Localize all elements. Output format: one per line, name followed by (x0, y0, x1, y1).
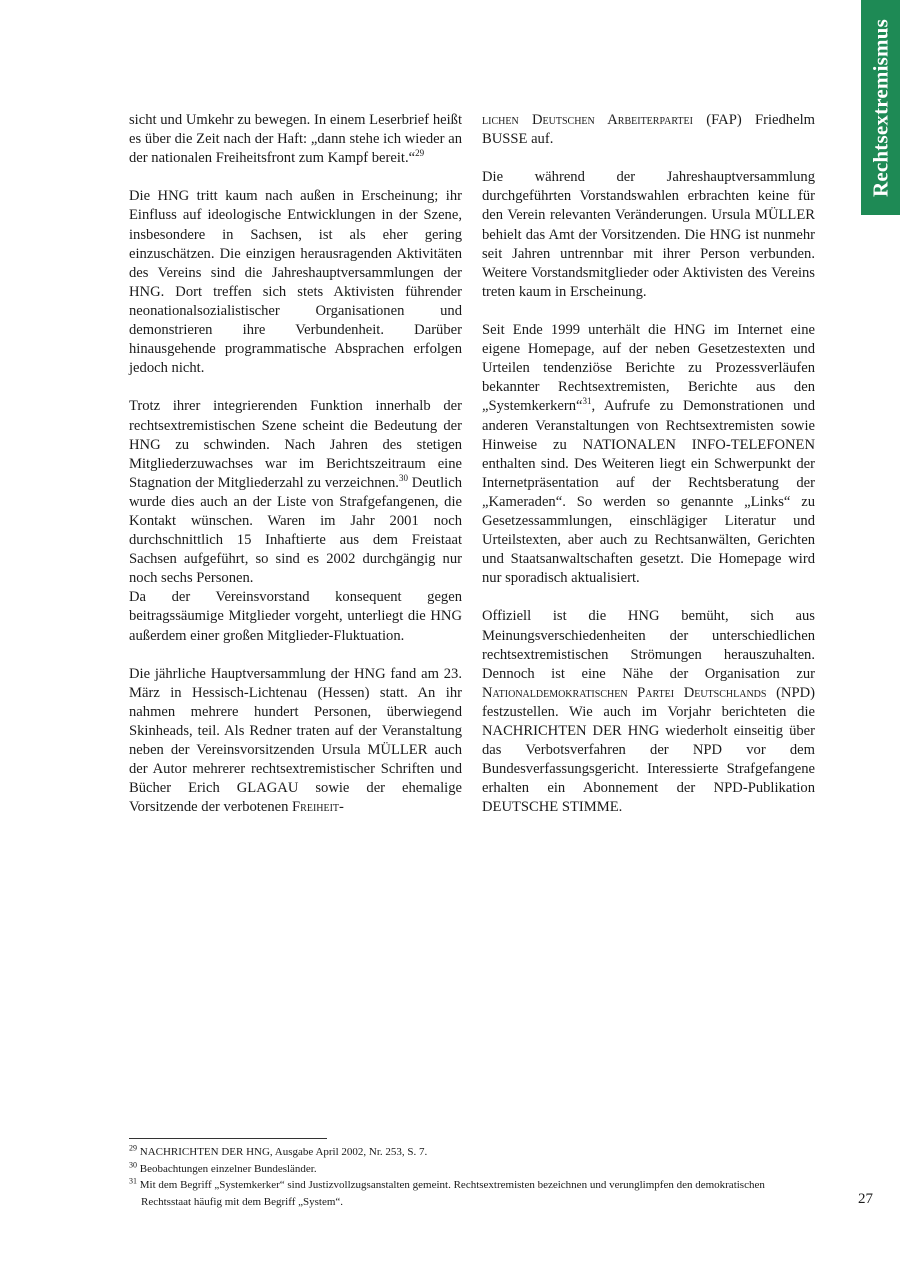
footnotes (129, 1144, 815, 1210)
paragraph: Trotz ihrer integrierenden Funktion innerhalb der rechtsextremistischen Szene scheint die Bedeutung der HNG zu schwinden. Nach Jahren des stetigen Mitgliederzuwachses war im Berichtszeitraum eine Stagnation der Mitgliederzahl zu verzeichnen.$^{30}$ Deutlich wurde dies auch an der Liste von Strafgefangenen, die Kontakt wünschen. Waren im Jahr 2001 noch durchschnittlich 15 Inhaftierte aus dem Freistaat Sachsen aufgeführt, so sind es 2002 durchgängig nur noch sechs Personen. (129, 398, 462, 587)
footnote-number: 31 (129, 1176, 137, 1186)
footnote: $^{30}$ Beobachtungen einzelner Bundesländer. (129, 1159, 317, 1175)
footnote-ref[interactable]: 31 (582, 396, 592, 407)
footnote-divider (129, 1138, 327, 1139)
paragraph: Da der Vereinsvorstand konsequent gegen beitragssäumige Mitglieder vorgeht, unterliegt die HNG außerdem einer großen Mitglieder-Fluktuation. (129, 589, 462, 644)
footnote-number: 30 (129, 1159, 137, 1169)
footnote-ref[interactable]: 29 (415, 148, 425, 159)
paragraph: Seit Ende 1999 unterhält die HNG im Internet eine eigene Homepage, auf der neben Gesetzestexten und Urteilen tendenziöse Berichte zu Prozessverläufen bekannter Rechtsextremisten, Berichte aus den „Systemkerkern“$^{31}$, Aufrufe zu Demonstrationen und anderen Veranstaltungen von Rechtsextremisten sowie Hinweise zu NATIONALEN INFO-TELEFONEN enthalten sind. Des Weiteren liegt ein Schwerpunkt der Internetpräsentation auf der Rechtsberatung der „Kameraden“. So werden so genannte „Links“ zu Gesetzessammlungen, einschlägiger Literatur und Urteilstexten, aber auch zu Rechtsanwälten, Gerichten und Staatsanwaltschaften gesetzt. Die Homepage wird nur sporadisch aktualisiert. (482, 322, 815, 587)
paragraph: sicht und Umkehr zu bewegen. In einem Leserbrief heißt es über die Zeit nach der Haft: „dann stehe ich wieder an der nationalen Freiheitsfront zum Kampf bereit.“$^{29}$ (129, 112, 462, 167)
paragraph: Offiziell ist die HNG bemüht, sich aus Meinungsverschiedenheiten der unterschiedlichen rechtsextremistischen Strömungen herauszuhalten. Dennoch ist eine Nähe der Organisation zur Nationaldemokratischen Partei Deutschlands (NPD) festzustellen. Wie auch im Vorjahr berichteten die NACHRICHTEN DER HNG wiederholt einseitig über das Verbotsverfahren der NPD vor dem Bundesverfassungsgericht. Interessierte Strafgefangene erhalten ein Abonnement der NPD-Publikation DEUTSCHE STIMME. (482, 608, 815, 816)
paragraph: Die während der Jahreshauptversammlung durchgeführten Vorstandswahlen erbrachten keine für den Verein relevanten Veränderungen. Ursula MÜLLER behielt das Amt der Vorsitzenden. Die HNG ist nunmehr seit Jahren untrennbar mit ihrer Person verbunden. Weitere Vorstandsmitglieder oder Aktivisten des Vereins treten kaum in Erscheinung. (482, 169, 815, 300)
left-text-column (129, 111, 462, 837)
paragraph: lichen Deutschen Arbeiterpartei (FAP) Friedhelm BUSSE auf. (482, 112, 815, 148)
right-text-column (482, 111, 815, 837)
section-tab (861, 0, 900, 215)
page-number: 27 (858, 1191, 873, 1207)
paragraph: Die HNG tritt kaum nach außen in Erscheinung; ihr Einfluss auf ideologische Entwicklungen in der Szene, insbesondere in Sachsen, ist als eher gering einzuschätzen. Die einzigen herausragenden Aktivitäten des Vereins sind die Jahreshauptversammlungen der HNG. Dort treffen sich stets Aktivisten führender neonationalsozialistischer Organisationen und demonstrieren ihre Verbundenheit. Darüber hinausgehende programmatische Absprachen erfolgen jedoch nicht. (129, 188, 462, 377)
footnote-ref[interactable]: 30 (398, 472, 408, 483)
section-tab-label: Rechtsextremismus (868, 18, 892, 197)
footnote: $^{29}$ NACHRICHTEN DER HNG, Ausgabe April 2002, Nr. 253, S. 7. (129, 1143, 428, 1158)
paragraph: Die jährliche Hauptversammlung der HNG fand am 23. März in Hessisch-Lichtenau (Hessen) statt. An ihr nahmen mehrere hundert Personen, überwiegend Skinheads, teil. Als Redner traten auf der Veranstaltung neben der Vereinsvorsitzenden Ursula MÜLLER auch der Autor mehrerer rechtsextremistischer Schriften und Bücher Erich GLAGAU sowie der ehemalige Vorsitzende der verbotenen Freiheit- (129, 665, 462, 816)
footnote-number: 29 (129, 1143, 137, 1153)
footnote: $^{31}$ Mit dem Begriff „Systemkerker“ sind Justizvollzugsanstalten gemeint. Rechtsextremisten bezeichnen und verunglimpfen den demokratischen Rechtsstaat häufig mit dem Begriff „System“. (129, 1176, 765, 1208)
